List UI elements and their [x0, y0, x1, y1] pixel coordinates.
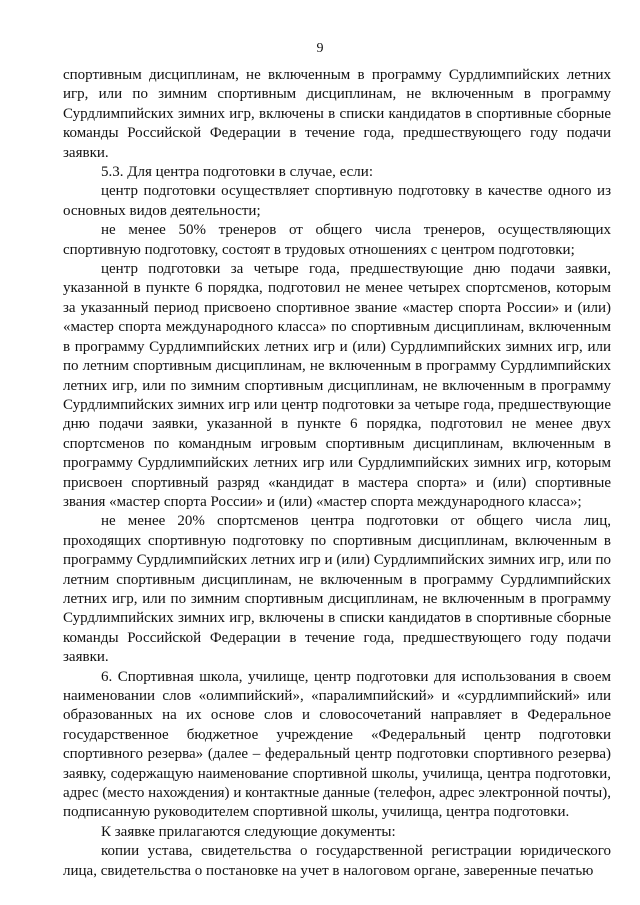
paragraph-attachments-copies: копии устава, свидетельства о государственной регистрации юридического лица, свидетельства о постановке на учет в налоговом органе, заверенные печатью	[63, 843, 611, 879]
paragraph-continuation: спортивным дисциплинам, не включенным в программу Сурдлимпийских летних игр, или по зимним спортивным дисциплинам, не включенным в программу Сурдлимпийских зимних игр, включены в списки кандидатов в спортивные сборные команды Российской Федерации в течение года, предшествующего году подачи заявки.	[63, 67, 611, 161]
paragraph-attachments-intro: К заявке прилагаются следующие документы:	[101, 823, 396, 840]
paragraph-clause-6: 6. Спортивная школа, училище, центр подготовки для использования в своем наименовании слов «олимпийский», «паралимпийский» и «сурдлимпийский» или образованных на их основе слов и словосочетаний направляет в Федеральное государственное бюджетное учреждение «Федеральный центр подготовки спортивного резерва» (далее – федеральный центр подготовки спортивного резерва) заявку, содержащую наименование спортивной школы, училища, центра подготовки, адрес (место нахождения) и контактные данные (телефон, адрес электронной почты), подписанную руководителем спортивной школы, училища, центра подготовки.	[63, 668, 611, 821]
paragraph-condition-trainers: не менее 50% тренеров от общего числа тренеров, осуществляющих спортивную подготовку, состоят в трудовых отношениях с центром подготовки;	[63, 222, 611, 258]
paragraph-condition-athletes-prepared: центр подготовки за четыре года, предшествующие дню подачи заявки, указанной в пункте 6 порядка, подготовил не менее четырех спортсменов, которым за указанный период присвоено спортивное звание «мастер спорта России» и (или) «мастер спорта международного класса» по спортивным дисциплинам, включенным в программу Сурдлимпийских летних игр и (или) Сурдлимпийских зимних игр, или по летним спортивным дисциплинам, не включенным в программу Сурдлимпийских летних игр, или по зимним спортивным дисциплинам, не включенным в программу Сурдлимпийских зимних игр или центр подготовки за четыре года, предшествующие дню подачи заявки, указанной в пункте 6 порядка, подготовил не менее двух спортсменов по командным игровым спортивным дисциплинам, включенным в программу Сурдлимпийских летних игр или Сурдлимпийских зимних игр, которым присвоен спортивный разряд «кандидат в мастера спорта» и (или) спортивные звания «мастер спорта России» и (или) «мастер спорта международного класса»;	[63, 261, 611, 510]
paragraph-clause-5-3: 5.3. Для центра подготовки в случае, если:	[101, 164, 373, 181]
document-body	[63, 66, 611, 881]
paragraph-condition-activity: центр подготовки осуществляет спортивную подготовку в качестве одного из основных видов деятельности;	[63, 183, 611, 219]
paragraph-condition-candidates: не менее 20% спортсменов центра подготовки от общего числа лиц, проходящих спортивную подготовку по спортивным дисциплинам, включенным в программу Сурдлимпийских летних игр и (или) Сурдлимпийских зимних игр, или по летним спортивным дисциплинам, не включенным в программу Сурдлимпийских летних игр, или по зимним спортивным дисциплинам, не включенным в программу Сурдлимпийских зимних игр, включены в списки кандидатов в спортивные сборные команды Российской Федерации в течение года, предшествующего году подачи заявки.	[63, 513, 611, 666]
page-number: 9	[316, 41, 324, 56]
